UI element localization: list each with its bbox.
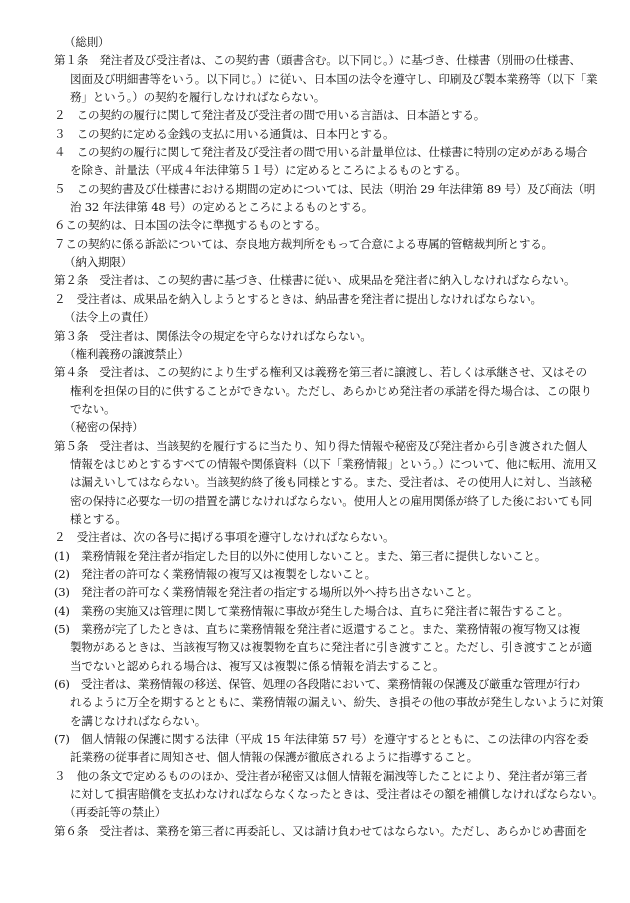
text-line: (4) 業務の実施又は管理に関して業務情報に事故が発生した場合は、直ちに発注者に報告すること。 [54, 603, 569, 618]
text-line: 第６条 受注者は、業務を第三者に再委託し、又は請け負わせてはならない。ただし、あらかじめ書面を [54, 823, 588, 838]
text-line: (3) 発注者の許可なく業務情報を発注者の指定する場所以外へ持ち出さないこと。 [54, 585, 479, 600]
text-line: ２ 受注者は、成果品を納入しようとするときは、納品書を発注者に提出しなければならない。 [54, 291, 542, 306]
text-line: ４ この契約の履行に関して発注者及び受注者の間で用いる計量単位は、仕様書に特別の定めがある場合 [54, 145, 588, 160]
text-line: 密の保持に必要な一切の措置を講じなければならない。使用人との雇用関係が終了した後においても同 [70, 493, 592, 508]
text-line: を講じなければならない。 [70, 713, 207, 728]
text-line: ７この契約に係る訴訟については、奈良地方裁判所をもって合意による専属的管轄裁判所とする。 [54, 236, 553, 251]
text-line: は漏えいしてはならない。当該契約終了後も同様とする。また、受注者は、その使用人に対し、当該秘 [70, 475, 592, 490]
text-line: 託業務の従事者に周知させ、個人情報の保護が徹底されるように指導すること。 [70, 750, 479, 765]
text-line: に対して損害賠償を支払わなければならなくなったときは、受注者はその額を補償しなければならない。 [70, 787, 604, 802]
text-line: でない。 [70, 401, 116, 416]
text-line: 図面及び明細書等をいう。以下同じ。）に従い、日本国の法令を遵守し、印刷及び製本業務等（以下「業 [70, 71, 598, 86]
text-line: 第２条 受注者は、この契約書に基づき、仕様書に従い、成果品を発注者に納入しなければならない。 [54, 273, 576, 288]
text-line: 第１条 発注者及び受注者は、この契約書（頭書含む。以下同じ。）に基づき、仕様書（別冊の仕様書、 [54, 53, 581, 68]
text-line: れるように万全を期するとともに、業務情報の漏えい、紛失、き損その他の事故が発生しないように対策 [70, 695, 604, 710]
section-heading: （納入期限） [64, 255, 133, 270]
section-heading: （秘密の保持） [64, 420, 144, 435]
text-line: ６この契約は、日本国の法令に準拠するものとする。 [54, 218, 327, 233]
section-heading: （再委託等の禁止） [64, 805, 167, 820]
text-line: 権利を担保の目的に供することができない。ただし、あらかじめ発注者の承諾を得た場合は、この限り [70, 383, 592, 398]
text-line: 第３条 受注者は、関係法令の規定を守らなければならない。 [54, 328, 372, 343]
text-line: 製物があるときは、当該複写物又は複製物を直ちに発注者に引き渡すこと。ただし、引き渡すことが適 [70, 640, 592, 655]
text-line: (1) 業務情報を発注者が指定した目的以外に使用しないこと。また、第三者に提供しないこと。 [54, 548, 547, 563]
text-line: ３ この契約に定める金銭の支払に用いる通貨は、日本円とする。 [54, 126, 395, 141]
section-heading: （法令上の責任） [64, 310, 155, 325]
section-heading: （権利義務の譲渡禁止） [64, 346, 189, 361]
text-line: 当でないと認められる場合は、複写又は複製に係る情報を消去すること。 [70, 658, 445, 673]
text-line: を除き、計量法（平成４年法律第５１号）に定めるところによるものとする。 [70, 163, 467, 178]
text-line: (5) 業務が完了したときは、直ちに業務情報を発注者に返還すること。また、業務情報の複写物又は複 [54, 622, 581, 636]
text-line: (7) 個人情報の保護に関する法律（平成 15 年法律第 57 号）を遵守するとともに、この法律の内容を委 [54, 732, 589, 747]
document-body [54, 33, 616, 840]
text-line: 第４条 受注者は、この契約により生ずる権利又は義務を第三者に譲渡し、若しくは承継させ、又はその [54, 365, 587, 380]
text-line: 情報をはじめとするすべての情報や関係資料（以下「業務情報」という。）について、他に転用、流用又 [70, 456, 597, 471]
text-line: (6) 受注者は、業務情報の移送、保管、処理の各段階において、業務情報の保護及び厳重な管理が行わ [54, 677, 580, 692]
text-line: 務」という。）の契約を履行しなければならない。 [70, 90, 326, 105]
section-heading: （総則） [64, 35, 110, 49]
text-line: 第５条 受注者は、当該契約を履行するに当たり、知り得た情報や秘密及び発注者から引き渡された個人 [54, 438, 588, 453]
text-line: ２ 受注者は、次の各号に掲げる事項を遵守しなければならない。 [54, 530, 395, 545]
text-line: 治 32 年法律第 48 号）の定めるところによるものとする。 [70, 200, 374, 215]
text-line: ２ この契約の履行に関して発注者及び受注者の間で用いる言語は、日本語とする。 [54, 108, 486, 123]
text-line: ３ 他の条文で定めるもののほか、受注者が秘密又は個人情報を漏洩等したことにより、発注者が第三者 [54, 768, 588, 783]
text-line: 様とする。 [70, 511, 127, 526]
text-line: ５ この契約書及び仕様書における期間の定めについては、民法（明治 29 年法律第 89 号）及び商法（明 [54, 181, 596, 196]
text-line: (2) 発注者の許可なく業務情報の複写又は複製をしないこと。 [54, 566, 376, 581]
